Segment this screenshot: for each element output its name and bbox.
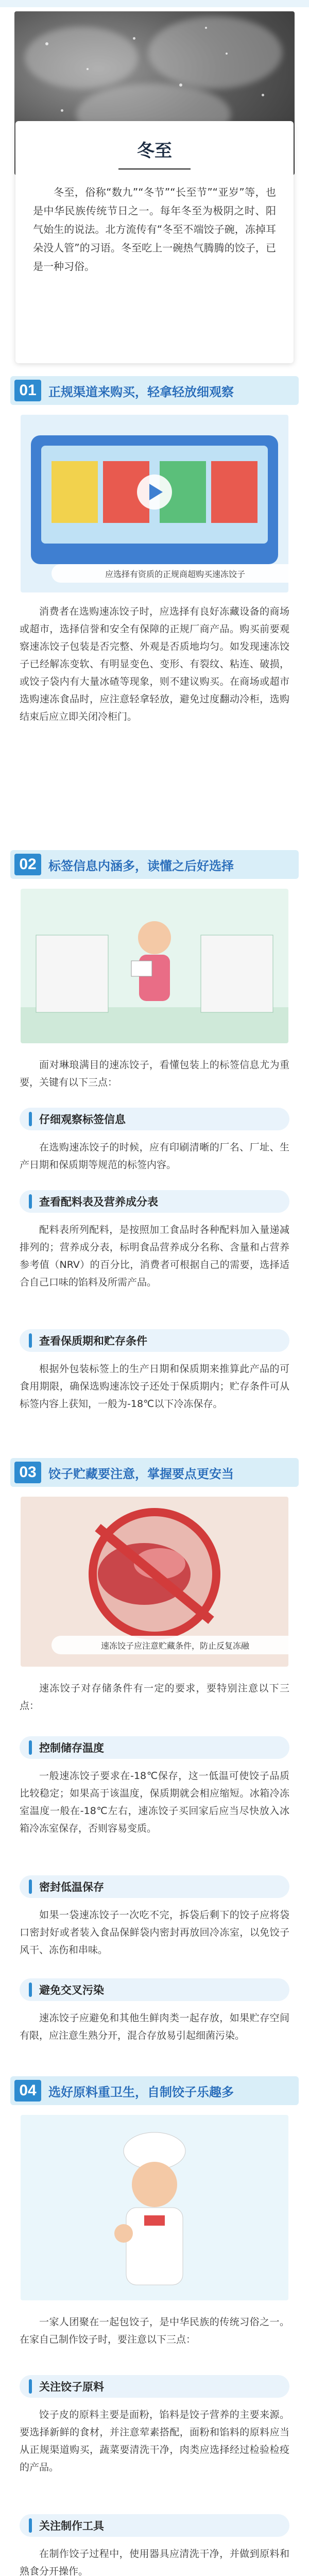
intro-card [15, 121, 294, 363]
section-03-number: 03 [14, 1462, 41, 1483]
sub-bar [29, 2379, 32, 2394]
sub-head-label-check [20, 1108, 289, 1130]
sub-bar [29, 1112, 32, 1126]
sub-text: 速冻饺子应避免和其他生鲜肉类一起存放，如果贮存空间有限，应注意生熟分开，混合存放易引起细菌污染。 [20, 2012, 289, 2041]
section-03-header [10, 1458, 299, 1487]
chef-illustration [21, 2115, 288, 2300]
sub-head-cross-contamination [20, 1978, 289, 2001]
sub-text: 如果一袋速冻饺子一次吃不完，拆袋后剩下的饺子应将袋口密封好或者装入食品保鲜袋内密封再放回冷冻室，以免饺子风干、冻伤和串味。 [20, 1909, 289, 1956]
sub-title: 查看保质期和贮存条件 [39, 1335, 147, 1347]
sub-bar [29, 1194, 32, 1209]
section-04-header [10, 2076, 299, 2105]
intro-title: 冬至 [137, 141, 172, 161]
sub-text: 配料表所列配料，是按照加工食品时各种配料加入量递减排列的；营养成分表，标明食品营养成分名称、含量和占营养参考值（NRV）的百分比，消费者可根据自己的需要，选择适合自己口味的馅料及所需产品。 [20, 1224, 289, 1288]
sub-title: 仔细观察标签信息 [39, 1113, 126, 1126]
sub-title: 查看配料表及营养成分表 [39, 1196, 158, 1208]
section-01-title: 正规渠道来购买，轻拿轻放细观察 [48, 384, 234, 399]
sub-text: 在选购速冻饺子的时候，应有印刷清晰的厂名、厂址、生产日期和保质期等规范的标签内容。 [20, 1142, 289, 1171]
section-01-header [10, 376, 299, 405]
section-01-text: 消费者在选购速冻饺子时，应选择有良好冻藏设备的商场或超市，选择信誉和安全有保障的正规厂商产品。购买前要观察速冻饺子包装是否完整、外观是否质地均匀。如发现速冻饺子已经解冻变软、有明显变色、变形、有裂纹、粘连、破损，或饺子袋内有大量冰碴等现象，则不建议购买。在商场或超市选购速冻食品时，应注意轻拿轻放，避免过度翻动冷柜，选购结束后应立即关闭冷柜门。 [20, 606, 289, 722]
sub-head-temperature [20, 1736, 289, 1759]
sub-title: 密封低温保存 [39, 1881, 104, 1893]
sub-text: 根据外包装标签上的生产日期和保质期来推算此产品的可食用期限，确保选购速冻饺子还处于保质期内；贮存条件可从标签内容上获知，一般为-18℃以下冷冻保存。 [20, 1363, 289, 1410]
section-04-title: 选好原料重卫生，自制饺子乐趣多 [48, 2084, 234, 2099]
sub-title: 避免交叉污染 [39, 1984, 104, 1996]
section-04-number: 04 [14, 2080, 41, 2102]
sub-head-materials [20, 2375, 289, 2398]
section-03-caption: 速冻饺子应注意贮藏条件，防止反复冻融 [52, 1636, 288, 1654]
sub-bar [29, 1740, 32, 1755]
section-01-number: 01 [14, 380, 41, 401]
sub-head-ingredients [20, 1190, 289, 1213]
section-02-title: 标签信息内涵多，读懂之后好选择 [48, 858, 234, 873]
section-03-title: 饺子贮藏要注意，掌握要点更安当 [48, 1466, 234, 1481]
title-divider [118, 168, 191, 170]
freezer-illustration [21, 415, 288, 592]
section-04-intro: 一家人团聚在一起包饺子，是中华民族的传统习俗之一。在家自己制作饺子时，要注意以下三点： [20, 2316, 289, 2345]
section-02-header [10, 850, 299, 879]
sub-text: 饺子皮的原料主要是面粉，馅料是饺子营养的主要来源。要选择新鲜的食材，并注意荤素搭配，面粉和馅料的原料应当从正规渠道购买，蔬菜要清洗干净，肉类应选择经过检验检疫的产品。 [20, 2409, 289, 2473]
sub-bar [29, 1879, 32, 1894]
sub-title: 关注制作工具 [39, 2520, 104, 2532]
sub-bar [29, 1333, 32, 1348]
sub-bar [29, 2518, 32, 2533]
section-02-number: 02 [14, 854, 41, 875]
sub-text: 在制作饺子过程中，使用器具应清洗干净，并做到原料和熟食分开操作。 [20, 2548, 289, 2576]
sub-title: 关注饺子原料 [39, 2381, 104, 2393]
top-decor-bar [0, 0, 309, 7]
section-02-intro: 面对琳琅满目的速冻饺子，看懂包装上的标签信息尤为重要，关键有以下三点： [20, 1059, 289, 1088]
sub-bar [29, 1982, 32, 1997]
sub-title: 控制储存温度 [39, 1742, 104, 1754]
intro-text: 冬至，俗称“数九”“冬节”“长至节”“亚岁”等，也是中华民族传统节日之一。每年冬至为极阴之时、阳气始生的说法。北方流传有“冬至不端饺子碗，冻掉耳朵没人管”的习语。冬至吃上一碗热气腾腾的饺子，已是一种习俗。 [33, 186, 276, 273]
frozen-meat-illustration [21, 1497, 288, 1667]
sub-head-shelf-life [20, 1329, 289, 1352]
shopper-illustration [21, 889, 288, 1043]
sub-text: 一般速冻饺子要求在-18℃保存，这一低温可使饺子品质比较稳定；如果高于该温度，保质期就会相应缩短。冰箱冷冻室温度一般在-18℃左右，速冻饺子买回家后应当尽快放入冰箱冷冻室保存，否则容易变质。 [20, 1770, 289, 1834]
section-01-caption: 应选择有资质的正规商超购买速冻饺子 [52, 564, 288, 583]
section-03-intro: 速冻饺子对存储条件有一定的要求，要特别注意以下三点： [20, 1683, 289, 1711]
sub-head-tools [20, 2514, 289, 2537]
sub-head-sealed [20, 1875, 289, 1898]
